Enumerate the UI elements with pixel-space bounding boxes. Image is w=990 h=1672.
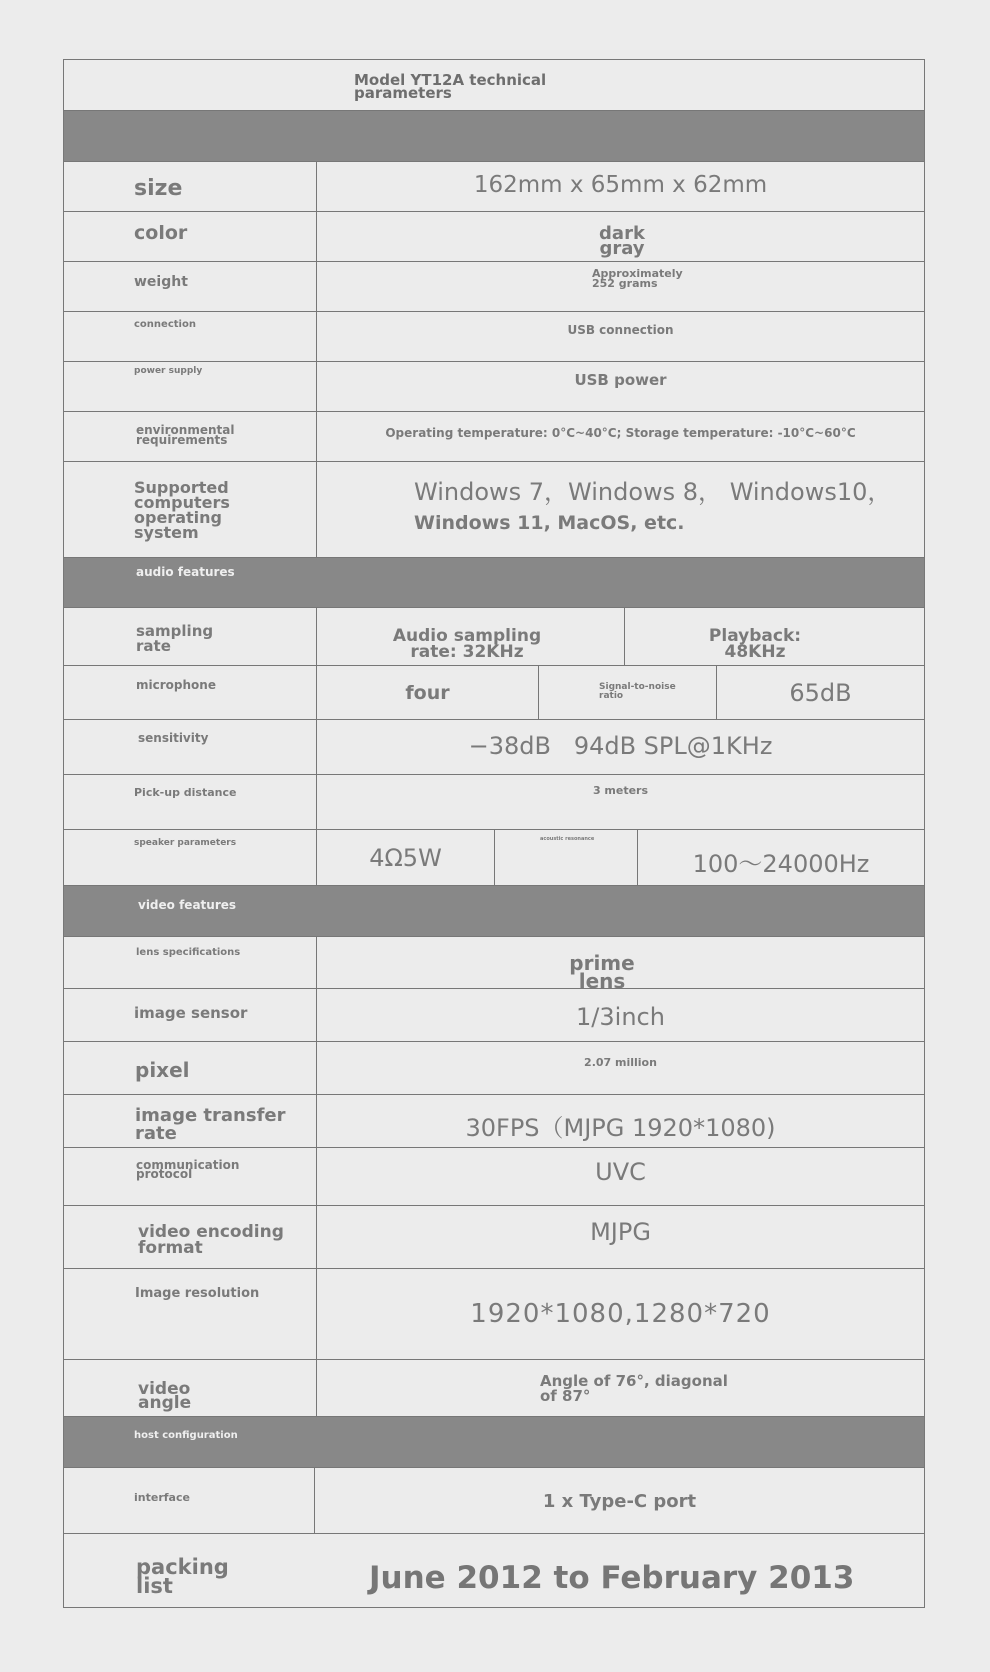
row-connection	[64, 312, 924, 362]
row-protocol	[64, 1148, 924, 1206]
encoding-label: video encoding format	[138, 1222, 284, 1258]
row-resolution	[64, 1269, 924, 1360]
transfer-value-cell	[316, 1095, 924, 1147]
title-row	[64, 60, 924, 111]
snr-label-cell	[538, 666, 716, 719]
sampling-value2: Playback: 48KHz	[708, 626, 802, 662]
os-value-line1: Windows 7，Windows 8， Windows10，	[414, 478, 892, 506]
resolution-value-cell	[316, 1269, 924, 1359]
packing-label: packing list	[136, 1555, 229, 1598]
speaker-frequency: 100～24000Hz	[692, 850, 870, 878]
row-color	[64, 212, 924, 262]
weight-value: Approximately 252 grams	[592, 267, 683, 290]
encoding-value: MJPG	[590, 1218, 651, 1246]
row-lens	[64, 937, 924, 993]
audio-header: audio features	[136, 565, 235, 579]
connection-label: connection	[134, 319, 196, 330]
sensitivity-value: −38dB 94dB SPL@1KHz	[468, 732, 773, 760]
transfer-value: 30FPS（MJPG 1920*1080)	[465, 1114, 776, 1142]
row-pickup	[64, 775, 924, 830]
resolution-label: Image resolution	[135, 1286, 260, 1301]
speaker-frequency-cell	[637, 830, 924, 885]
pickup-value-cell	[316, 775, 924, 829]
mic-count: four	[405, 682, 450, 704]
interface-value: 1 x Type-C port	[542, 1491, 697, 1512]
sensor-value: 1/3inch	[576, 1003, 665, 1031]
os-label: Supported computers operating system	[134, 478, 230, 542]
speaker-power: 4Ω5W	[369, 844, 442, 872]
video-header: video features	[138, 898, 237, 912]
row-os	[64, 462, 924, 558]
sampling-label: sampling rate	[136, 622, 214, 655]
row-angle	[64, 1360, 924, 1417]
protocol-value: UVC	[595, 1158, 646, 1186]
sampling-value-cell	[316, 608, 624, 665]
speaker-mid-cell	[494, 830, 637, 885]
sensitivity-label: sensitivity	[138, 731, 209, 745]
encoding-value-cell	[316, 1206, 924, 1268]
pixel-label: pixel	[135, 1058, 190, 1082]
power-value-cell	[316, 362, 924, 411]
size-label: size	[134, 176, 183, 201]
angle-value-cell	[316, 1360, 924, 1416]
spec-table	[63, 59, 925, 1608]
power-label: power supply	[134, 366, 203, 376]
page-title: Model YT12A technical parameters	[354, 71, 547, 102]
size-value-cell	[316, 162, 924, 211]
snr-label: Signal-to-noise ratio	[599, 682, 676, 701]
row-sampling	[64, 608, 924, 666]
host-header-band	[64, 1417, 924, 1468]
transfer-label: image transfer rate	[135, 1105, 286, 1144]
interface-label: interface	[134, 1491, 190, 1504]
snr-value: 65dB	[789, 679, 852, 707]
os-value-line2: Windows 11, MacOS, etc.	[414, 512, 685, 534]
audio-header-band	[64, 558, 924, 608]
weight-label: weight	[134, 274, 188, 290]
connection-value-cell	[316, 312, 924, 361]
row-interface	[64, 1468, 924, 1534]
row-transfer	[64, 1095, 924, 1148]
sampling-value1: Audio sampling rate: 32KHz	[392, 626, 542, 662]
protocol-label: communication protocol	[136, 1158, 240, 1181]
header-band	[64, 111, 924, 162]
row-pixel	[64, 1042, 924, 1095]
microphone-label: microphone	[136, 678, 216, 692]
lens-value-cell	[316, 937, 924, 993]
weight-value-cell	[316, 262, 924, 311]
playback-value-cell	[624, 608, 924, 665]
sensor-label: image sensor	[134, 1004, 248, 1022]
row-microphone	[64, 666, 924, 720]
row-power	[64, 362, 924, 412]
sensor-value-cell	[316, 989, 924, 1041]
os-value-cell	[316, 462, 924, 557]
pixel-value-cell	[316, 1042, 924, 1094]
pickup-label: Pick-up distance	[134, 786, 237, 799]
sensitivity-value-cell	[316, 720, 924, 774]
lens-value: prime lens	[569, 951, 635, 993]
row-sensitivity	[64, 720, 924, 775]
size-value: 162mm x 65mm x 62mm	[473, 172, 768, 198]
row-packing	[64, 1534, 924, 1607]
host-header: host configuration	[134, 1430, 238, 1441]
color-value-cell	[316, 212, 924, 261]
row-speaker	[64, 830, 924, 886]
speaker-mid-label: acoustic resonance	[540, 836, 595, 842]
environment-value-cell	[316, 412, 924, 461]
angle-value: Angle of 76°, diagonal of 87°	[540, 1372, 728, 1405]
pickup-value: 3 meters	[592, 784, 649, 797]
row-sensor	[64, 989, 924, 1042]
row-encoding	[64, 1206, 924, 1269]
packing-value: June 2012 to February 2013	[369, 1560, 855, 1596]
row-weight	[64, 262, 924, 312]
resolution-value: 1920*1080,1280*720	[470, 1299, 771, 1329]
color-value: dark gray	[599, 223, 645, 259]
environment-label: environmental requirements	[136, 423, 235, 447]
speaker-label: speaker parameters	[134, 838, 237, 848]
mic-count-cell	[316, 666, 538, 719]
row-environment	[64, 412, 924, 462]
interface-value-cell	[314, 1468, 924, 1533]
power-value: USB power	[574, 371, 667, 389]
connection-value: USB connection	[567, 323, 674, 337]
angle-label: video angle	[138, 1379, 192, 1413]
row-size	[64, 162, 924, 212]
protocol-value-cell	[316, 1148, 924, 1205]
environment-value: Operating temperature: 0°C~40°C; Storage temperature: -10°C~60°C	[385, 426, 856, 440]
snr-value-cell	[716, 666, 924, 719]
pixel-value: 2.07 million	[584, 1056, 657, 1069]
color-label: color	[134, 222, 188, 244]
lens-label: lens specifications	[136, 947, 241, 958]
speaker-power-cell	[316, 830, 494, 885]
video-header-band	[64, 886, 924, 937]
